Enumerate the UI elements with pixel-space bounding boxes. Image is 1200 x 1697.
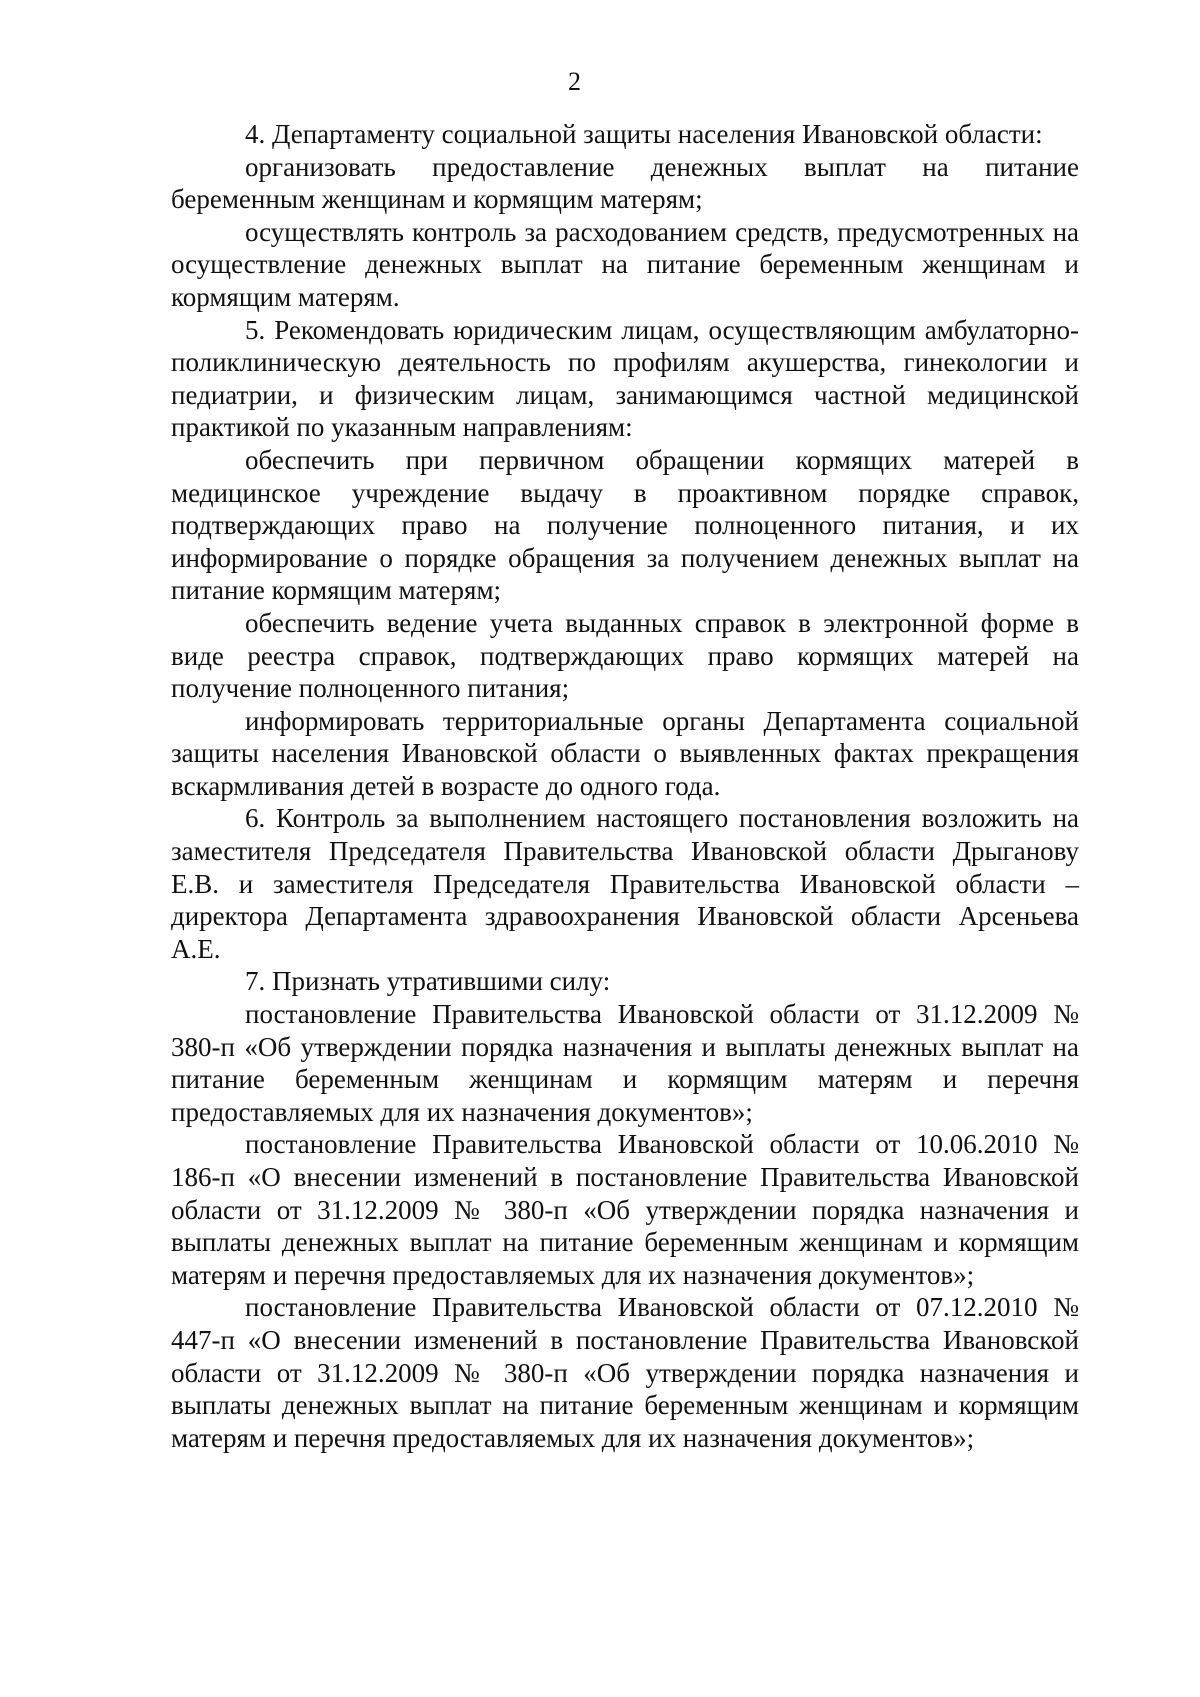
paragraph-issue-certificates: обеспечить при первичном обращении кормящих матерей в медицинское учреждение выдачу в проактивном порядке справок, подтверждающих право на получение полноценного питания, и их информирование о порядке обращения за получением денежных выплат на питание кормящим матерям; xyxy=(171,444,1079,606)
page-number: 2 xyxy=(568,67,581,96)
paragraph-resolution-447: постановление Правительства Ивановской области от 07.12.2010 № 447-п «О внесении изменений в постановление Правительства Ивановской области от 31.12.2009 № 380-п «Об утверждении порядка назначения и выплаты денежных выплат на питание беременным женщинам и кормящим матерям и перечня предоставляемых для их назначения документов»; xyxy=(171,1292,1079,1453)
paragraph-certificate-registry: обеспечить ведение учета выданных справок в электронной форме в виде реестра справок, подтверждающих право кормящих матерей на получение полноценного питания; xyxy=(171,607,1079,704)
paragraph-organize-payments: организовать предоставление денежных выплат на питание беременным женщинам и кормящим матерям; xyxy=(171,151,1079,215)
document-body xyxy=(171,118,1079,1454)
paragraph-item-6: 6. Контроль за выполнением настоящего постановления возложить на заместителя Председателя Правительства Ивановской области Дрыганову Е.В. и заместителя Председателя Правительства Ивановской области – директора Департамента здравоохранения Ивановской области Арсеньева А.Е. xyxy=(171,803,1079,964)
paragraph-item-7: 7. Признать утратившими силу: xyxy=(245,966,611,997)
paragraph-item-4: 4. Департаменту социальной защиты населения Ивановской области: xyxy=(245,119,1043,149)
paragraph-control-spending: осуществлять контроль за расходованием средств, предусмотренных на осуществление денежных выплат на питание беременным женщинам и кормящим матерям. xyxy=(171,216,1079,312)
paragraph-resolution-380: постановление Правительства Ивановской области от 31.12.2009 № 380-п «Об утверждении порядка назначения и выплаты денежных выплат на питание беременным женщинам и кормящим матерям и перечня предоставляемых для их назначения документов»; xyxy=(171,999,1079,1127)
paragraph-item-5: 5. Рекомендовать юридическим лицам, осуществляющим амбулаторно-поликлиническую деятельность по профилям акушерства, гинекологии и педиатрии, и физическим лицам, занимающимся частной медицинской практикой по указанным направлениям: xyxy=(171,314,1079,443)
paragraph-inform-authorities: информировать территориальные органы Департамента социальной защиты населения Ивановской области о выявленных фактах прекращения вскармливания детей в возрасте до одного года. xyxy=(171,705,1079,801)
paragraph-resolution-186: постановление Правительства Ивановской области от 10.06.2010 № 186-п «О внесении изменений в постановление Правительства Ивановской области от 31.12.2009 № 380-п «Об утверждении порядка назначения и выплаты денежных выплат на питание беременным женщинам и кормящим матерям и перечня предоставляемых для их назначения документов»; xyxy=(171,1129,1079,1290)
